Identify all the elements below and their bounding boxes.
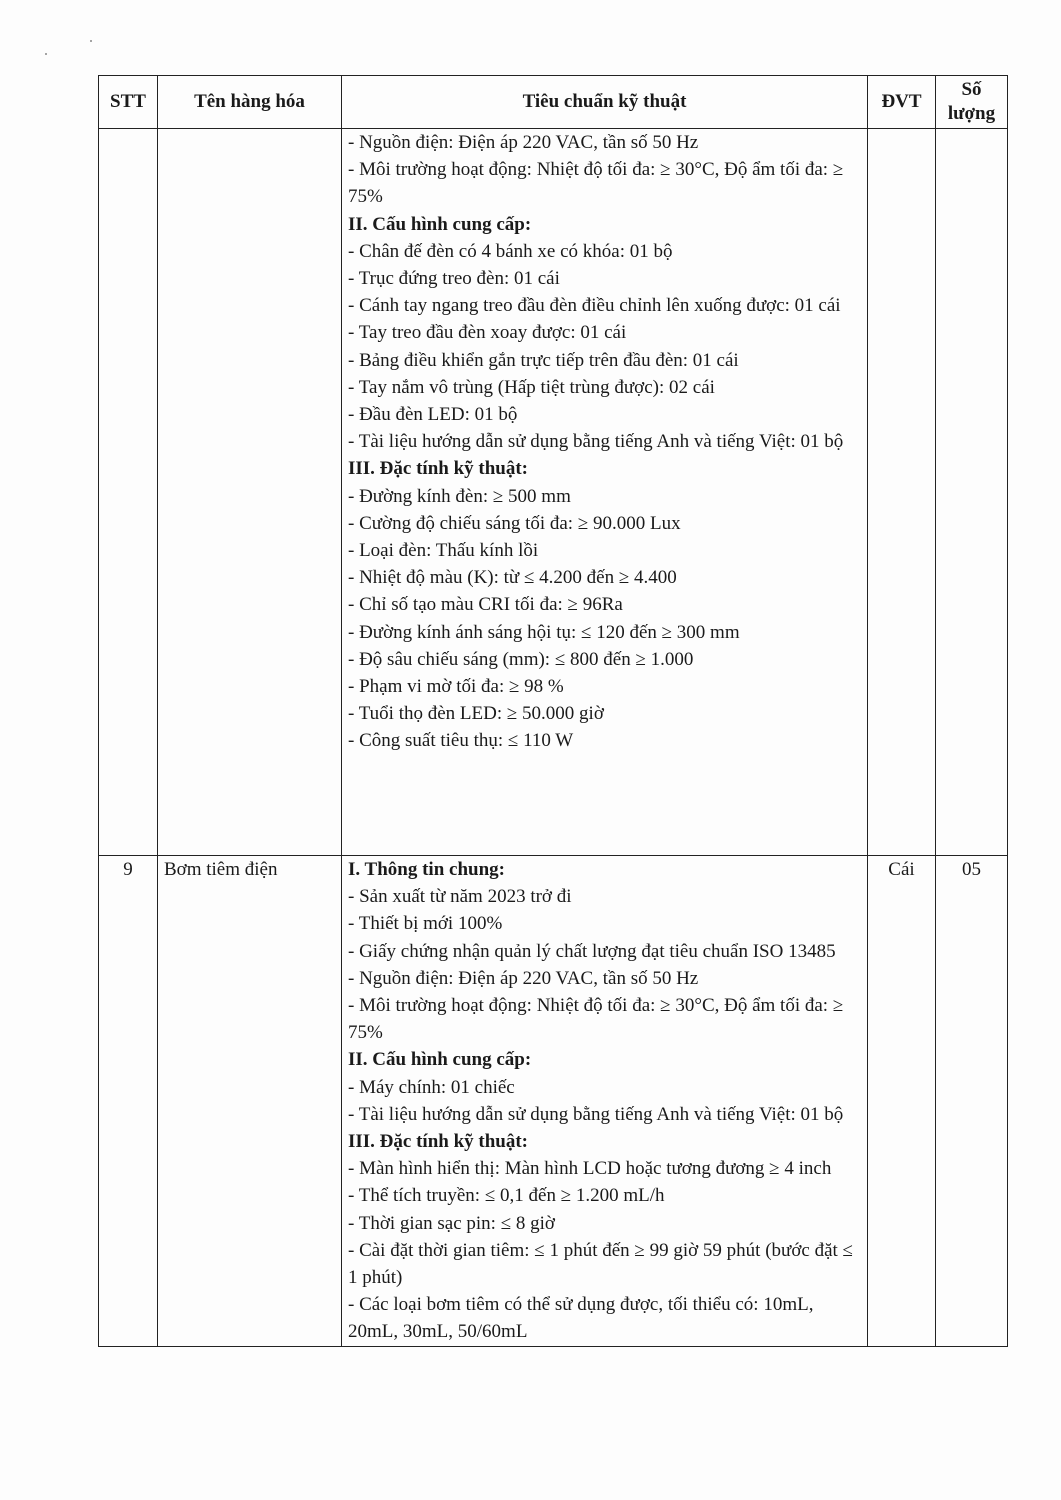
spec-line: - Đường kính ánh sáng hội tụ: ≤ 120 đến ≥ 300 mm [348,621,740,643]
spec-line: - Thiết bị mới 100% [348,913,503,935]
scan-speck [45,53,47,55]
spec-line: - Đường kính đèn: ≥ 500 mm [348,485,571,507]
spec-line: - Môi trường hoạt động: Nhiệt độ tối đa: ≥ 30°C, Độ ẩm tối đa: ≥ 75% [348,995,844,1044]
spec-section-heading: III. Đặc tính kỹ thuật: [348,458,529,480]
header-quantity: Số lượng [936,76,1008,129]
cell-unit: Cái [868,856,936,1347]
cell-spec [342,856,868,1347]
spec-line: - Thời gian sạc pin: ≤ 8 giờ [348,1212,555,1234]
spec-line: - Tài liệu hướng dẫn sử dụng bằng tiếng Anh và tiếng Việt: 01 bộ [348,1103,844,1125]
spec-line: - Bảng điều khiển gắn trực tiếp trên đầu đèn: 01 cái [348,349,739,371]
spec-line: - Nhiệt độ màu (K): từ ≤ 4.200 đến ≥ 4.400 [348,567,677,589]
cell-quantity: 05 [936,856,1008,1347]
spec-section-heading: III. Đặc tính kỹ thuật: [348,1131,529,1153]
specification-table [98,75,1008,1347]
cell-stt: 9 [99,856,158,1347]
table-row [99,856,1008,1347]
scan-speck [90,40,92,42]
spec-line: - Màn hình hiển thị: Màn hình LCD hoặc tương đương ≥ 4 inch [348,1158,832,1180]
spec-line: - Độ sâu chiếu sáng (mm): ≤ 800 đến ≥ 1.000 [348,648,694,670]
spec-line: - Nguồn điện: Điện áp 220 VAC, tần số 50 Hz [348,967,699,989]
cell-item-name: Bơm tiêm điện [158,856,342,1347]
spec-section-heading: II. Cấu hình cung cấp: [348,213,532,235]
cell-item-name [158,129,342,856]
spec-line: - Thể tích truyền: ≤ 0,1 đến ≥ 1.200 mL/h [348,1185,665,1207]
spec-line: - Các loại bơm tiêm có thể sử dụng được, tối thiểu có: 10mL, 20mL, 30mL, 50/60mL [348,1294,814,1343]
spec-line: - Sản xuất từ năm 2023 trở đi [348,886,572,908]
table-row [99,129,1008,856]
spec-line: - Máy chính: 01 chiếc [348,1076,515,1098]
spec-line: - Tuổi thọ đèn LED: ≥ 50.000 giờ [348,703,604,725]
spec-line: - Giấy chứng nhận quản lý chất lượng đạt tiêu chuẩn ISO 13485 [348,940,836,962]
spec-line: - Cánh tay ngang treo đầu đèn điều chỉnh lên xuống được: 01 cái [348,295,841,317]
header-item-name: Tên hàng hóa [158,76,342,129]
spec-line: - Tay nắm vô trùng (Hấp tiệt trùng được): 02 cái [348,376,715,398]
spec-section-heading: II. Cấu hình cung cấp: [348,1049,532,1071]
spec-line: - Chân đế đèn có 4 bánh xe có khóa: 01 bộ [348,240,673,262]
spec-line: - Công suất tiêu thụ: ≤ 110 W [348,730,574,752]
spec-line: - Phạm vi mờ tối đa: ≥ 98 % [348,676,564,698]
spec-line: - Loại đèn: Thấu kính lồi [348,540,539,562]
spec-line: - Môi trường hoạt động: Nhiệt độ tối đa: ≥ 30°C, Độ ẩm tối đa: ≥ 75% [348,159,844,208]
scan-specks [40,35,100,65]
spec-line: - Cài đặt thời gian tiêm: ≤ 1 phút đến ≥ 99 giờ 59 phút (bước đặt ≤ 1 phút) [348,1239,853,1289]
spec-line: - Nguồn điện: Điện áp 220 VAC, tần số 50 Hz [348,132,699,153]
spec-line: - Đầu đèn LED: 01 bộ [348,404,518,426]
spec-line: - Trục đứng treo đèn: 01 cái [348,268,560,290]
header-stt: STT [99,76,158,129]
spec-line: - Chỉ số tạo màu CRI tối đa: ≥ 96Ra [348,594,623,616]
cell-quantity [936,129,1008,856]
header-technical-standard: Tiêu chuẩn kỹ thuật [342,76,868,129]
spec-line: - Cường độ chiếu sáng tối đa: ≥ 90.000 Lux [348,512,681,534]
header-unit: ĐVT [868,76,936,129]
spec-line: - Tay treo đầu đèn xoay được: 01 cái [348,322,627,344]
cell-unit [868,129,936,856]
spec-section-heading: I. Thông tin chung: [348,859,505,880]
cell-spec [342,129,868,856]
table-header-row [99,76,1008,129]
spec-line: - Tài liệu hướng dẫn sử dụng bằng tiếng Anh và tiếng Việt: 01 bộ [348,431,844,453]
cell-stt [99,129,158,856]
